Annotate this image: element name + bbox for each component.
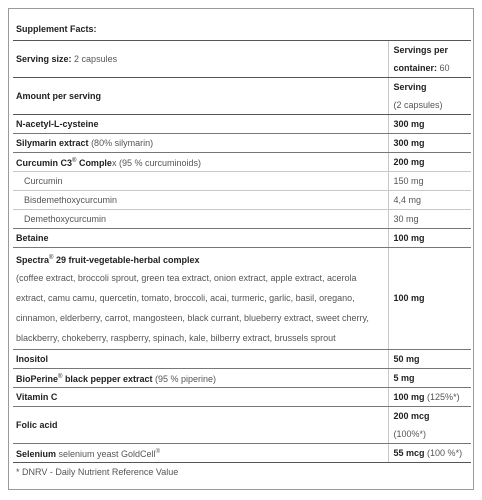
silymarin-note: (80% silymarin) <box>91 137 154 148</box>
selenium-amount: 55 mcg <box>393 447 425 458</box>
sub-amount-0: 150 mg <box>388 172 471 191</box>
curcumin-note: (95 % curcuminoids) <box>116 157 201 168</box>
serving-size-row <box>13 41 471 78</box>
vitc-name: Vitamin C <box>16 391 58 402</box>
serving-size-label: Serving size: <box>16 53 72 64</box>
vitc-amount: 100 mg <box>393 391 425 402</box>
curcumin-name3: x <box>111 157 117 168</box>
footnote: * DNRV - Daily Nutrient Reference Value <box>16 466 179 477</box>
amount-header-row <box>13 78 471 115</box>
amount-head-1: Serving <box>393 82 427 92</box>
row-curcumin-sub-2 <box>13 210 471 229</box>
curcumin-name2: Comple <box>76 157 112 168</box>
sub-name-0: Curcumin <box>13 172 388 191</box>
servings-label-1: Servings per <box>393 45 449 55</box>
spectra-line-0: (coffee extract, broccoli sprout, green tea extract, onion extract, apple extract, acerola <box>16 273 357 283</box>
row-bioperine <box>13 369 471 388</box>
serving-size-value: 2 capsules <box>74 53 118 64</box>
row-nac <box>13 115 471 134</box>
vitc-dv: (125%*) <box>427 391 460 402</box>
row-selenium <box>13 444 471 463</box>
row-inositol <box>13 350 471 369</box>
curcumin-sup: ® <box>72 157 77 164</box>
inositol-name: Inositol <box>16 353 48 364</box>
spectra-line-2: cinnamon, elderberry, carrot, mangosteen, black currant, blueberry extract, sweet cherry, <box>16 313 369 323</box>
spectra-amount: 100 mg <box>393 293 425 303</box>
spectra-name2: 29 fruit-vegetable-herbal complex <box>53 255 200 265</box>
selenium-name: Selenium <box>16 448 57 459</box>
curcumin-amount: 200 mg <box>393 156 425 167</box>
panel-title: Supplement Facts: <box>16 23 97 34</box>
row-curcumin <box>13 153 471 172</box>
bioperine-name2: black pepper extract <box>62 373 153 384</box>
bioperine-note: (95 % piperine) <box>152 373 217 384</box>
folic-amount: 200 mcg <box>393 411 430 421</box>
amount-label: Amount per serving <box>16 90 102 101</box>
sub-name-1: Bisdemethoxycurcumin <box>13 191 388 210</box>
silymarin-amount: 300 mg <box>393 137 425 148</box>
row-spectra <box>13 248 471 350</box>
spectra-sup: ® <box>49 255 54 261</box>
row-vitc <box>13 388 471 407</box>
curcumin-name: Curcumin C3 <box>16 157 73 168</box>
sub-name-2: Demethoxycurcumin <box>13 210 388 229</box>
row-silymarin <box>13 134 471 153</box>
silymarin-name: Silymarin extract <box>16 137 89 148</box>
selenium-sup: ® <box>155 448 160 455</box>
spectra-name: Spectra <box>16 255 50 265</box>
spectra-line-1: extract, camu camu, quercetin, tomato, broccoli, acai, turmeric, garlic, basil, oregano, <box>16 293 355 303</box>
bioperine-name: BioPerine <box>16 373 59 384</box>
betaine-amount: 100 mg <box>393 232 425 243</box>
bioperine-sup: ® <box>58 373 63 380</box>
inositol-amount: 50 mg <box>393 353 420 364</box>
footnote-row <box>13 463 471 482</box>
bioperine-amount: 5 mg <box>393 372 415 383</box>
servings-value: 60 <box>439 63 450 73</box>
row-curcumin-sub-1 <box>13 191 471 210</box>
betaine-name: Betaine <box>16 232 49 243</box>
supplement-facts-table <box>13 18 471 481</box>
spectra-line-3: blackberry, chokeberry, raspberry, spinach, kale, bilberry extract, brussels sprout <box>16 333 336 343</box>
nac-name: N-acetyl-L-cysteine <box>16 118 99 129</box>
title-row <box>13 18 471 41</box>
servings-label-2: container: <box>393 63 438 73</box>
nac-amount: 300 mg <box>393 118 425 129</box>
selenium-note: selenium yeast GoldCell <box>56 448 156 459</box>
row-curcumin-sub-0 <box>13 172 471 191</box>
row-betaine <box>13 229 471 248</box>
folic-dv: (100%*) <box>393 429 427 439</box>
row-folic <box>13 407 471 444</box>
supplement-facts-panel <box>8 8 474 490</box>
selenium-dv: (100 %*) <box>427 447 463 458</box>
sub-amount-1: 4,4 mg <box>388 191 471 210</box>
folic-name: Folic acid <box>16 419 58 430</box>
sub-amount-2: 30 mg <box>388 210 471 229</box>
amount-head-2: (2 capsules) <box>393 100 443 110</box>
